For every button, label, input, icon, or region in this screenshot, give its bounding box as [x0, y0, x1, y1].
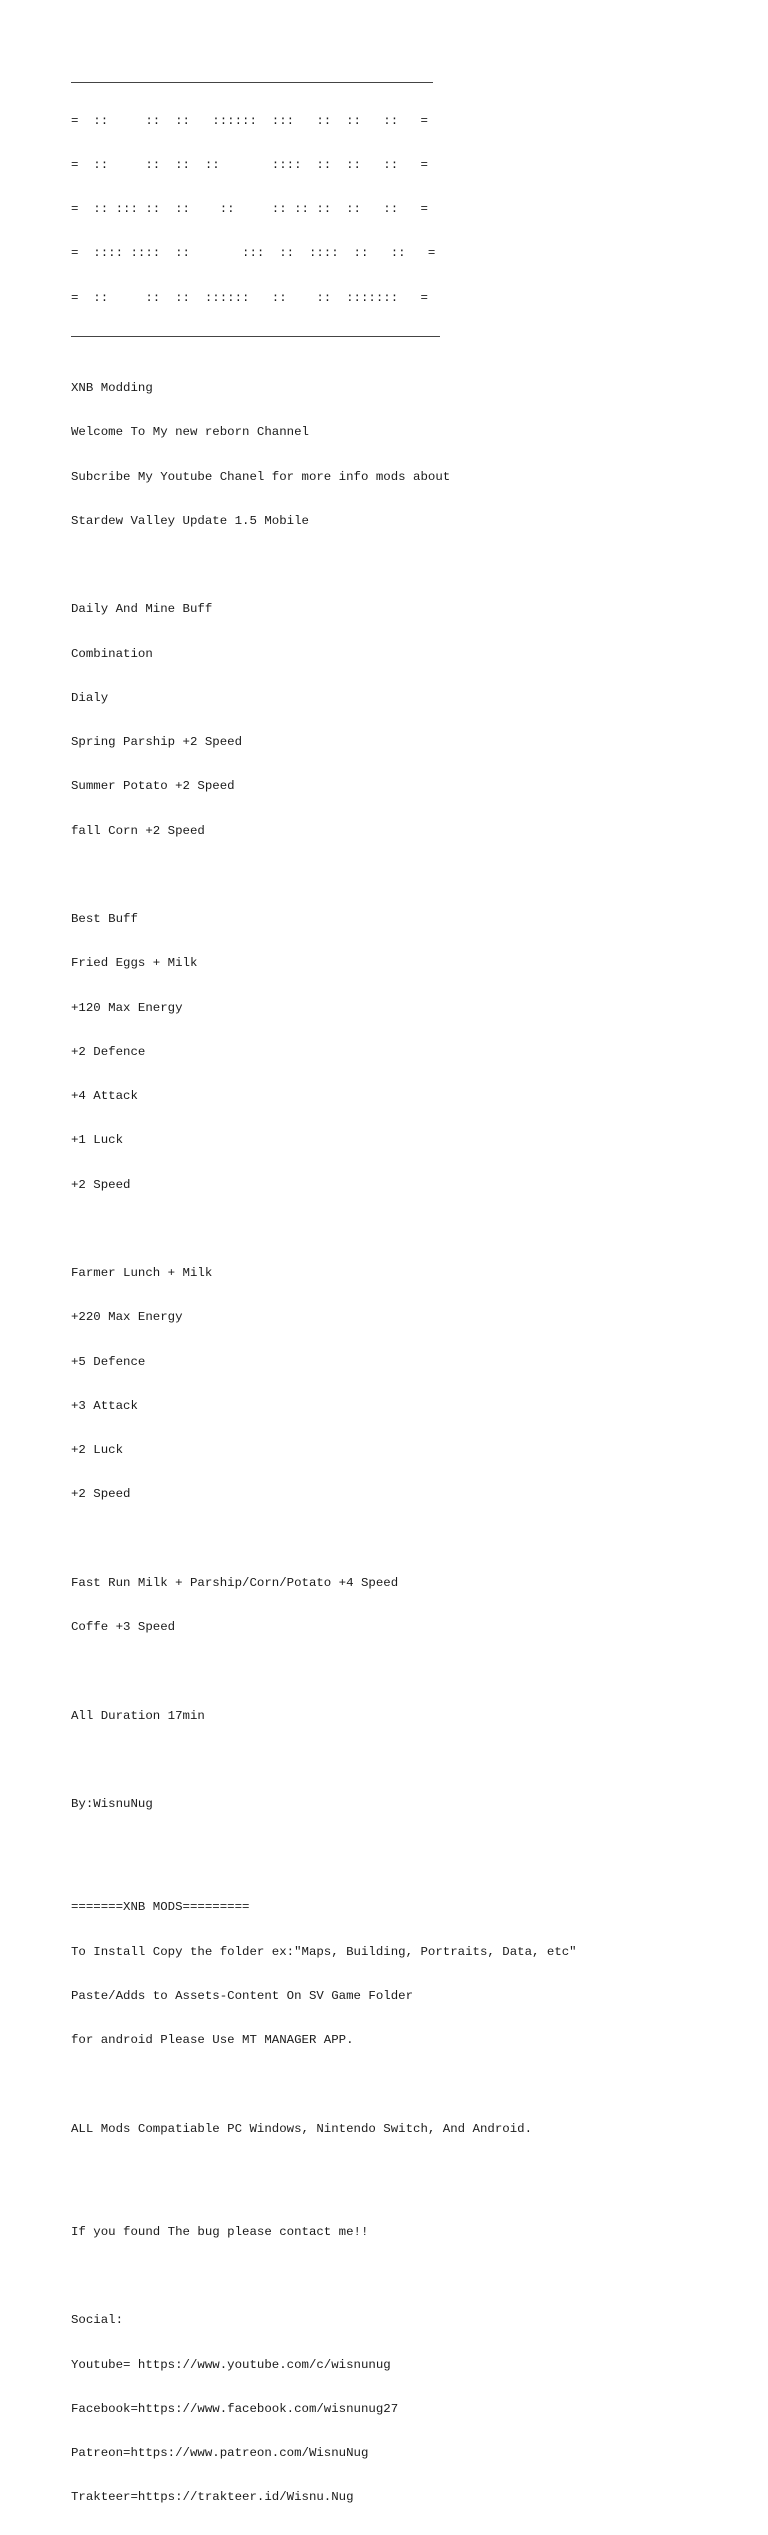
farmer-lunch-line: +5 Defence — [71, 1354, 146, 1369]
farmer-lunch-heading: Farmer Lunch + Milk — [71, 1266, 213, 1280]
intro-line: Subcribe My Youtube Chanel for more info mods about — [71, 469, 451, 484]
social-section — [71, 2284, 711, 2535]
duration-section — [71, 1679, 711, 1753]
banner-row: = :: ::: :: :: :: :: :: :: :: :: = — [71, 202, 428, 216]
fast-run-section — [71, 1546, 711, 1664]
spacer — [71, 868, 711, 883]
youtube-link-text: Youtube= https://www.youtube.com/c/wisnunug — [71, 2357, 391, 2372]
bug-section — [71, 2195, 711, 2269]
intro-title: XNB Modding — [71, 381, 153, 395]
ascii-banner — [71, 84, 711, 335]
fast-run-line: Fast Run Milk + Parship/Corn/Potato +4 Speed — [71, 1575, 399, 1590]
daily-buff-line: Summer Potato +2 Speed — [71, 779, 235, 794]
compat-text: ALL Mods Compatiable PC Windows, Nintendo Switch, And Android. — [71, 2121, 533, 2136]
compat-section — [71, 2092, 711, 2166]
farmer-lunch-line: +2 Luck — [71, 1443, 124, 1457]
farmer-lunch-line: +220 Max Energy — [71, 1310, 183, 1325]
bug-report-text: If you found The bug please contact me!! — [71, 2224, 369, 2239]
daily-buff-line: Combination — [71, 646, 153, 661]
daily-buff-line: Dialy — [71, 690, 109, 705]
install-line: Paste/Adds to Assets-Content On SV Game Folder — [71, 1988, 414, 2003]
install-section — [71, 1871, 711, 2078]
install-line: for android Please Use MT MANAGER APP. — [71, 2033, 354, 2047]
daily-buff-section — [71, 573, 711, 868]
banner-row: = :::: :::: :: ::: :: :::: :: :: = — [71, 246, 436, 261]
social-heading: Social: — [71, 2313, 124, 2328]
intro-line: Stardew Valley Update 1.5 Mobile — [71, 513, 309, 528]
best-buff-section — [71, 883, 711, 1222]
spacer — [71, 2269, 711, 2284]
facebook-link-text: Facebook=https://www.facebook.com/wisnunug27 — [71, 2401, 399, 2416]
spacer — [71, 337, 711, 352]
spacer — [71, 2077, 711, 2092]
spacer — [71, 1532, 711, 1547]
best-buff-line: +4 Attack — [71, 1089, 138, 1103]
banner-top-rule — [71, 82, 433, 83]
spacer — [71, 2166, 711, 2196]
spacer — [71, 1753, 711, 1768]
spacer — [71, 1664, 711, 1679]
spacer — [71, 558, 711, 573]
daily-buff-line: fall Corn +2 Speed — [71, 823, 205, 838]
patreon-link-text: Patreon=https://www.patreon.com/WisnuNug — [71, 2446, 369, 2460]
author-section — [71, 1768, 711, 1842]
mods-heading: =======XNB MODS========= — [71, 1900, 250, 1915]
best-buff-line: +1 Luck — [71, 1133, 124, 1148]
best-buff-line: +120 Max Energy — [71, 1000, 183, 1015]
best-buff-line: +2 Defence — [71, 1044, 146, 1059]
best-buff-heading: Best Buff — [71, 912, 138, 926]
install-line: To Install Copy the folder ex:"Maps, Building, Portraits, Data, etc" — [71, 1944, 577, 1959]
spacer — [71, 1841, 711, 1871]
document-page — [71, 70, 711, 2535]
banner-row: = :: :: :: :::::: :: :: ::::::: = — [71, 290, 428, 305]
best-buff-line: Fried Eggs + Milk — [71, 956, 198, 971]
author-text: By:WisnuNug — [71, 1797, 153, 1811]
best-buff-line: +2 Speed — [71, 1177, 131, 1192]
intro-line: Welcome To My new reborn Channel — [71, 425, 309, 440]
spacer — [71, 1222, 711, 1237]
duration-text: All Duration 17min — [71, 1708, 205, 1723]
daily-buff-heading: Daily And Mine Buff — [71, 602, 213, 617]
daily-buff-line: Spring Parship +2 Speed — [71, 735, 243, 749]
banner-row: = :: :: :: :: :::: :: :: :: = — [71, 157, 428, 172]
banner-row: = :: :: :: :::::: ::: :: :: :: = — [71, 113, 428, 128]
coffee-line: Coffe +3 Speed — [71, 1620, 176, 1634]
intro-section — [71, 352, 711, 559]
trakteer-link-text: Trakteer=https://trakteer.id/Wisnu.Nug — [71, 2490, 354, 2505]
farmer-lunch-line: +3 Attack — [71, 1398, 138, 1413]
farmer-lunch-line: +2 Speed — [71, 1487, 131, 1502]
farmer-lunch-section — [71, 1237, 711, 1532]
